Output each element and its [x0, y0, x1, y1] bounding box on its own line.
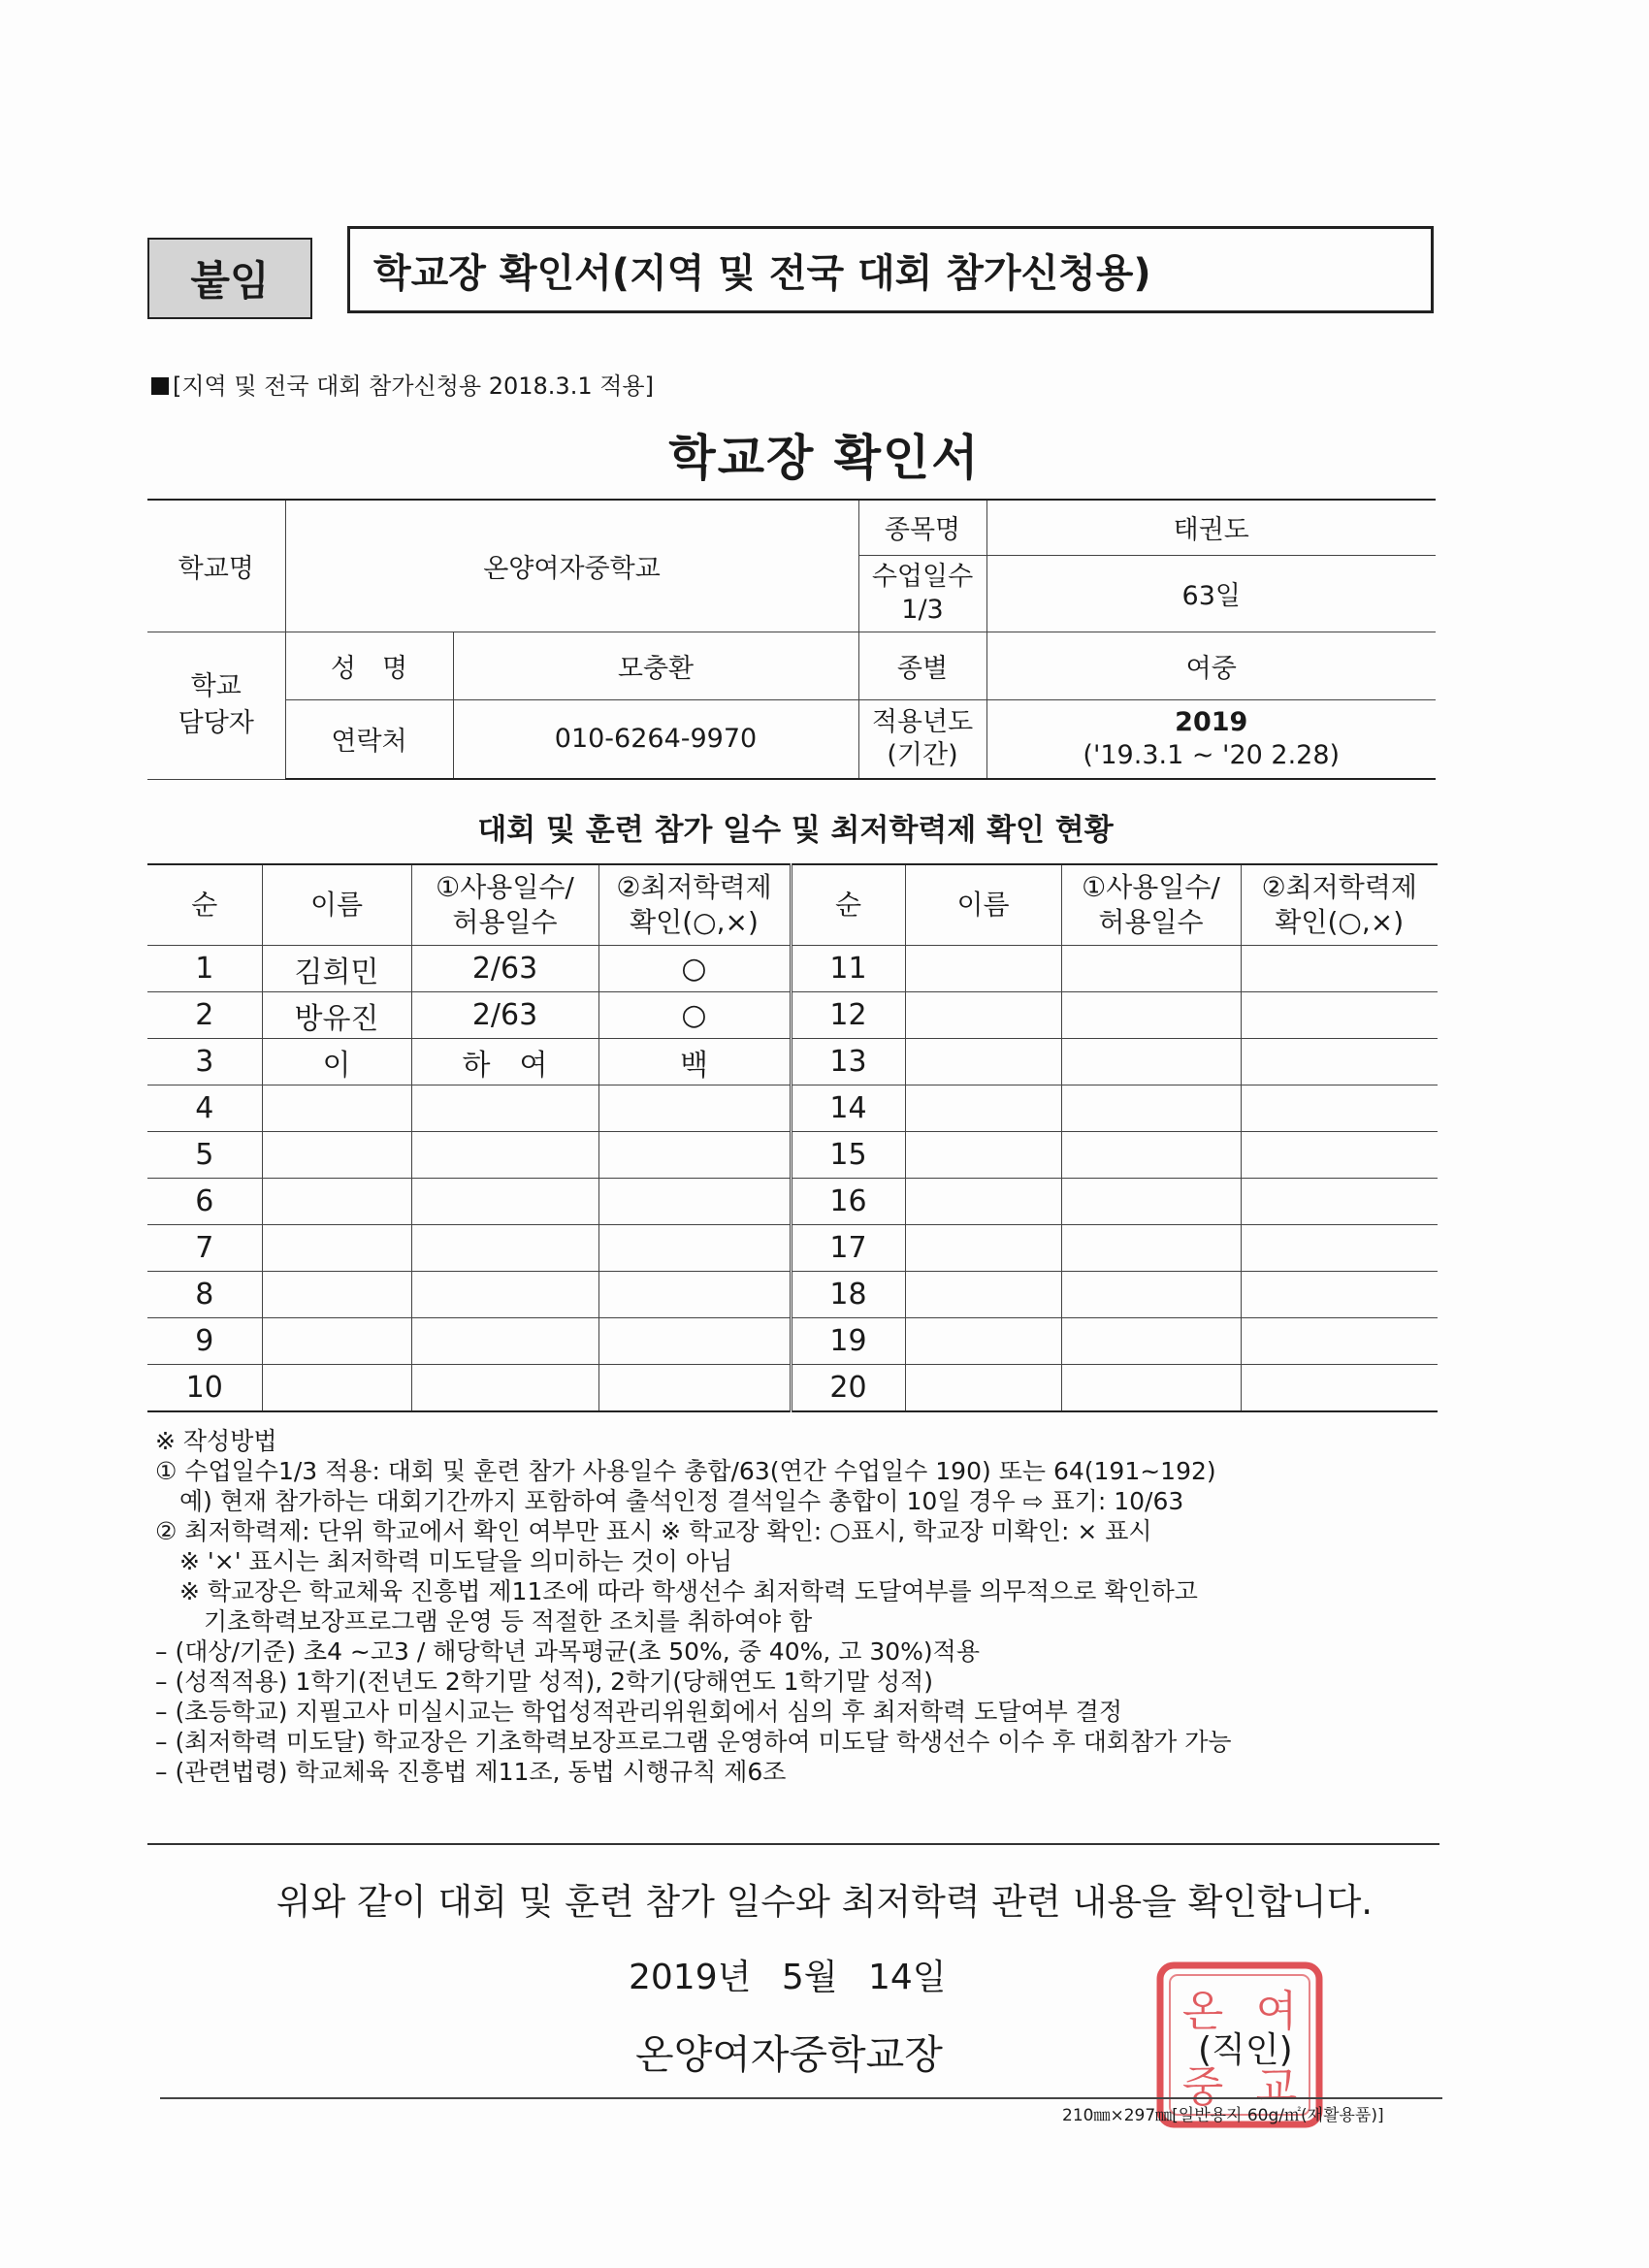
- row-no-2: 11: [791, 946, 905, 992]
- document-title: 학교장 확인서(지역 및 전국 대회 참가신청용): [347, 226, 1434, 313]
- header-min-line1: ②최저학력제: [616, 871, 772, 903]
- row-days-2: [1061, 1085, 1241, 1132]
- row-name-2: [905, 1365, 1061, 1412]
- row-min: [598, 1225, 791, 1272]
- note-line: – (성적적용) 1학기(전년도 2학기말 성적), 2학기(당해연도 1학기말 성적): [155, 1668, 933, 1696]
- table-row: [147, 1132, 1438, 1179]
- svg-text:여: 여: [1255, 1987, 1298, 2036]
- class-days-label-line2: 1/3: [901, 594, 944, 625]
- class-days-value: 63일: [986, 555, 1436, 632]
- manager-label-line1: 학교: [190, 671, 242, 701]
- row-days: [411, 1365, 598, 1412]
- row-name: 방유진: [262, 992, 411, 1039]
- status-title: 대회 및 훈련 참가 일수 및 최저학력제 확인 현황: [477, 813, 1114, 848]
- school-name-label: 학교명: [147, 500, 285, 632]
- row-min: [598, 1318, 791, 1365]
- class-days-label: [858, 555, 986, 632]
- row-name-2: [905, 1085, 1061, 1132]
- row-min: [598, 1179, 791, 1225]
- row-min-2: [1241, 992, 1438, 1039]
- row-days-2: [1061, 1272, 1241, 1318]
- row-no-2: 19: [791, 1318, 905, 1365]
- row-no-2: 14: [791, 1085, 905, 1132]
- header-min-2-line2: 확인(○,×): [1275, 906, 1405, 938]
- row-min: ○: [598, 992, 791, 1039]
- row-no: 8: [147, 1272, 262, 1318]
- row-min-2: [1241, 1179, 1438, 1225]
- row-min-2: [1241, 1318, 1438, 1365]
- year-label-line2: (기간): [887, 739, 958, 770]
- note-line: ※ 학교장은 학교체육 진흥법 제11조에 따라 학생선수 최저학력 도달여부를 의무적으로 확인하고: [155, 1577, 1198, 1605]
- header-min: [598, 864, 791, 946]
- row-min-2: [1241, 1039, 1438, 1085]
- row-min-2: [1241, 1085, 1438, 1132]
- row-name-2: [905, 1225, 1061, 1272]
- table-row: [147, 1085, 1438, 1132]
- row-min-2: [1241, 946, 1438, 992]
- header-no: 순: [147, 864, 262, 946]
- row-no-2: 16: [791, 1179, 905, 1225]
- row-no: 1: [147, 946, 262, 992]
- row-days-2: [1061, 946, 1241, 992]
- school-principal: 온양여자중학교장: [635, 2031, 943, 2078]
- header-days-2-line2: 허용일수: [1098, 906, 1204, 938]
- row-name: 이: [262, 1039, 411, 1085]
- status-table: [147, 863, 1438, 1412]
- note-line: – (대상/기준) 초4 ~고3 / 해당학년 과목평균(초 50%, 중 40%, 고 30%)적용: [155, 1637, 980, 1666]
- issue-date: 2019년 5월 14일: [629, 1958, 947, 1997]
- row-days-2: [1061, 1365, 1241, 1412]
- table-row: [147, 1039, 1438, 1085]
- category-label: 종별: [858, 632, 986, 699]
- row-days: [411, 1272, 598, 1318]
- header-days-line2: 허용일수: [452, 906, 558, 938]
- row-no: 9: [147, 1318, 262, 1365]
- row-days: [411, 1132, 598, 1179]
- svg-text:온: 온: [1181, 1987, 1224, 2036]
- header-no-2: 순: [791, 864, 905, 946]
- subheading: [151, 367, 654, 401]
- table-row: [147, 946, 1438, 992]
- row-min: [598, 1132, 791, 1179]
- row-no: 7: [147, 1225, 262, 1272]
- row-name-2: [905, 1272, 1061, 1318]
- row-days-2: [1061, 1318, 1241, 1365]
- header-name-2: 이름: [905, 864, 1061, 946]
- school-name-value: 온양여자중학교: [285, 500, 858, 632]
- header-min-2: [1241, 864, 1438, 946]
- row-days: [411, 1179, 598, 1225]
- writing-instructions: [155, 1426, 1445, 1787]
- header-min-2-line1: ②최저학력제: [1261, 871, 1417, 903]
- row-no-2: 17: [791, 1225, 905, 1272]
- seal-label: (직인): [1198, 2030, 1293, 2070]
- contact-label: 연락처: [285, 699, 453, 779]
- svg-text:중: 중: [1181, 2062, 1224, 2112]
- note-line: ※ '×' 표시는 최저학력 미도달을 의미하는 것이 아님: [155, 1547, 733, 1575]
- row-name-2: [905, 1132, 1061, 1179]
- row-min-2: [1241, 1132, 1438, 1179]
- table-row: [147, 1179, 1438, 1225]
- row-name-2: [905, 992, 1061, 1039]
- row-name-2: [905, 1318, 1061, 1365]
- note-line: 예) 현재 참가하는 대회기간까지 포함하여 출석인정 결석일수 총합이 10일 경우 ⇨ 표기: 10/63: [155, 1487, 1184, 1515]
- row-no-2: 20: [791, 1365, 905, 1412]
- header-min-line2: 확인(○,×): [630, 906, 759, 938]
- row-no: 10: [147, 1365, 262, 1412]
- row-days: 2/63: [411, 946, 598, 992]
- attachment-label: 붙임: [147, 238, 312, 319]
- manager-label: [147, 632, 285, 779]
- table-row: [147, 992, 1438, 1039]
- row-days: 하 여: [411, 1039, 598, 1085]
- year-label: [858, 699, 986, 779]
- year-value-period: ('19.3.1 ~ '20 2.28): [1083, 739, 1341, 770]
- row-no-2: 12: [791, 992, 905, 1039]
- row-days-2: [1061, 1039, 1241, 1085]
- row-no: 4: [147, 1085, 262, 1132]
- row-name: [262, 1272, 411, 1318]
- row-name-2: [905, 946, 1061, 992]
- row-name: [262, 1132, 411, 1179]
- row-days-2: [1061, 1179, 1241, 1225]
- row-min: [598, 1272, 791, 1318]
- row-min: [598, 1365, 791, 1412]
- row-no-2: 15: [791, 1132, 905, 1179]
- class-days-label-line1: 수업일수: [871, 561, 974, 592]
- manager-label-line2: 담당자: [178, 708, 254, 738]
- row-days: [411, 1085, 598, 1132]
- table-row: [147, 1225, 1438, 1272]
- row-min: ○: [598, 946, 791, 992]
- contact-value: 010-6264-9970: [453, 699, 858, 779]
- subheading-text: [지역 및 전국 대회 참가신청용 2018.3.1 적용]: [173, 373, 654, 400]
- row-no: 5: [147, 1132, 262, 1179]
- note-line: ※ 작성방법: [155, 1427, 277, 1455]
- note-line: – (관련법령) 학교체육 진흥법 제11조, 동법 시행규칙 제6조: [155, 1758, 787, 1786]
- table-row: [147, 1318, 1438, 1365]
- row-days-2: [1061, 1132, 1241, 1179]
- row-no-2: 13: [791, 1039, 905, 1085]
- row-name-2: [905, 1039, 1061, 1085]
- row-min-2: [1241, 1365, 1438, 1412]
- row-min: [598, 1085, 791, 1132]
- row-min-2: [1241, 1225, 1438, 1272]
- note-line: ① 수업일수1/3 적용: 대회 및 훈련 참가 사용일수 총합/63(연간 수업일수 190) 또는 64(191~192): [155, 1457, 1216, 1485]
- header-days-2: [1061, 864, 1241, 946]
- row-days-2: [1061, 992, 1241, 1039]
- svg-text:교: 교: [1255, 2062, 1298, 2112]
- footer-divider: [160, 2097, 1442, 2099]
- manager-name-label: 성 명: [285, 632, 453, 699]
- header-name: 이름: [262, 864, 411, 946]
- header-days-line1: ①사용일수/: [436, 871, 574, 903]
- note-line: – (초등학교) 지필고사 미실시교는 학업성적관리위원회에서 심의 후 최저학력 도달여부 결정: [155, 1698, 1123, 1726]
- info-table: [147, 499, 1436, 780]
- row-name: [262, 1085, 411, 1132]
- year-label-line1: 적용년도: [871, 706, 974, 737]
- paper-spec: 210㎜×297㎜[일반용지 60g/㎡(재활용품)]: [1062, 2106, 1384, 2125]
- row-no: 3: [147, 1039, 262, 1085]
- confirmation-statement: 위와 같이 대회 및 훈련 참가 일수와 최저학력 관련 내용을 확인합니다.: [275, 1881, 1374, 1923]
- row-no: 6: [147, 1179, 262, 1225]
- main-title: 학교장 확인서: [668, 430, 981, 486]
- status-header-row: [147, 864, 1438, 946]
- square-bullet-icon: [151, 377, 169, 395]
- header-days-2-line1: ①사용일수/: [1082, 871, 1220, 903]
- row-min: 백: [598, 1039, 791, 1085]
- row-days: [411, 1318, 598, 1365]
- row-name: 김희민: [262, 946, 411, 992]
- row-name: [262, 1365, 411, 1412]
- year-value-year: 2019: [1175, 706, 1248, 737]
- row-name: [262, 1179, 411, 1225]
- row-name-2: [905, 1179, 1061, 1225]
- note-line: ② 최저학력제: 단위 학교에서 확인 여부만 표시 ※ 학교장 확인: ○표시, 학교장 미확인: × 표시: [155, 1517, 1152, 1545]
- event-value: 태권도: [986, 500, 1436, 555]
- manager-name-value: 모충환: [453, 632, 858, 699]
- divider: [147, 1843, 1439, 1845]
- table-row: [147, 1272, 1438, 1318]
- note-line: 기초학력보장프로그램 운영 등 적절한 조치를 취하여야 함: [155, 1607, 813, 1636]
- year-value: [986, 699, 1436, 779]
- row-min-2: [1241, 1272, 1438, 1318]
- row-name: [262, 1318, 411, 1365]
- event-label: 종목명: [858, 500, 986, 555]
- row-name: [262, 1225, 411, 1272]
- row-no: 2: [147, 992, 262, 1039]
- row-no-2: 18: [791, 1272, 905, 1318]
- note-line: – (최저학력 미도달) 학교장은 기초학력보장프로그램 운영하여 미도달 학생선수 이수 후 대회참가 가능: [155, 1728, 1232, 1756]
- category-value: 여중: [986, 632, 1436, 699]
- header-days: [411, 864, 598, 946]
- row-days-2: [1061, 1225, 1241, 1272]
- row-days: [411, 1225, 598, 1272]
- table-row: [147, 1365, 1438, 1412]
- row-days: 2/63: [411, 992, 598, 1039]
